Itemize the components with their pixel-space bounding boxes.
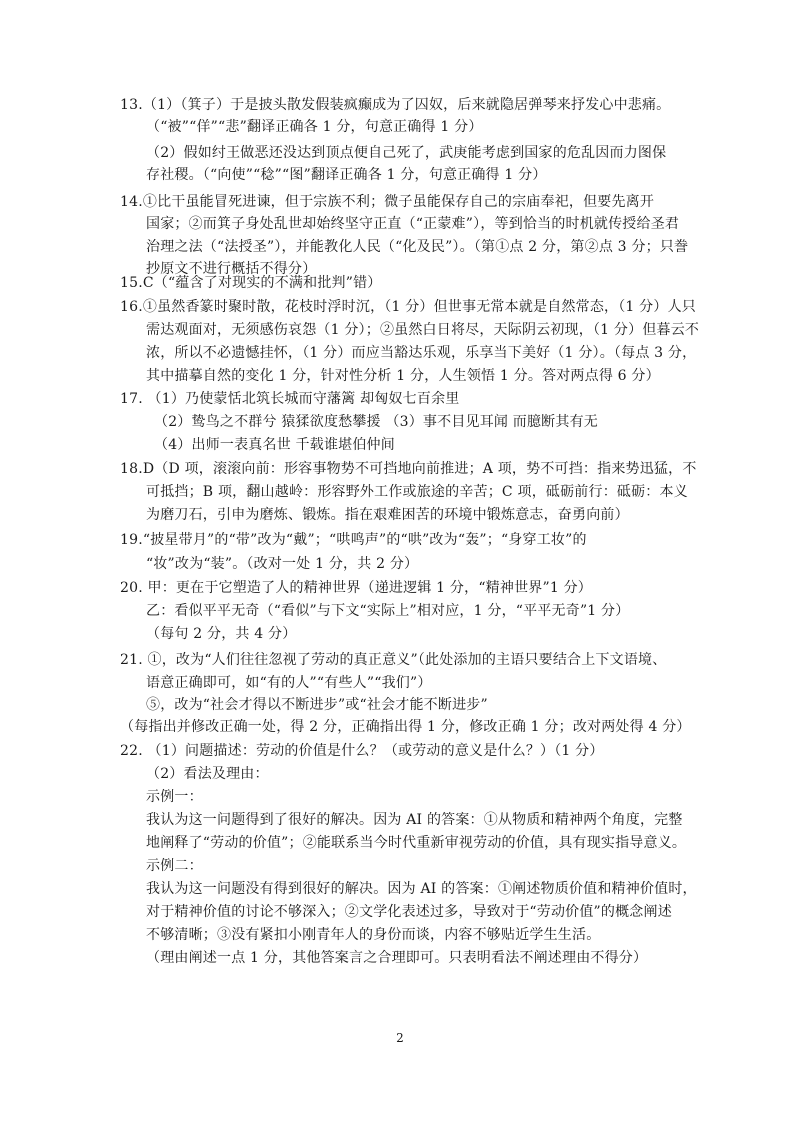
answer-17-line-2: （2）鸷鸟之不群兮 猿猱欲度愁攀援 （3）事不目见耳闻 而臆断其有无: [154, 414, 598, 430]
answer-16-line-3: 浓，所以不必遗憾挂怀，（1 分）而应当豁达乐观，乐享当下美好（1 分）。（每点 3 分，: [146, 345, 697, 361]
answer-14-line-2: 国家；②而箕子身处乱世却始终坚守正直（“正蒙难”），等到恰当的时机就传授给圣君: [146, 216, 680, 232]
answer-22-line-1: 22. （1）问题描述：劳动的价值是什么？（或劳动的意义是什么？）（1 分）: [120, 743, 604, 759]
answer-22-line-2: （2）看法及理由：: [146, 766, 269, 782]
answer-20-line-3: （每句 2 分，共 4 分）: [146, 626, 297, 642]
answer-21-line-1: 21. ①，改为“人们往往忽视了劳动的真正意义”（此处添加的主语只要结合上下文语境、: [120, 652, 667, 668]
answer-16-line-1: 16.①虽然香篆时聚时散，花枝时浮时沉，（1 分）但世事无常本就是自然常态，（1 分）人只: [120, 299, 696, 315]
answer-13-line-2: （“被”“佯”“悲”翻译正确各 1 分，句意正确得 1 分）: [146, 119, 483, 135]
answer-17-line-1: 17. （1）乃使蒙恬北筑长城而守藩篱 却匈奴七百余里: [120, 391, 460, 407]
answer-14-line-4: 抄原文不进行概括不得分）: [146, 261, 317, 277]
answer-22-line-8: 对于精神价值的讨论不够深入；②文学化表述过多，导致对于“劳动价值”的概念阐述: [146, 904, 672, 920]
answer-15-line-1: 15.C（“蕴含了对现实的不满和批判”错）: [120, 275, 382, 291]
answer-22-line-5: 地阐释了“劳动的价值”；②能联系当今时代重新审视劳动的价值，具有现实指导意义。: [146, 835, 687, 851]
answer-13-line-3: （2）假如纣王做恶还没达到顶点便自己死了，武庚能考虑到国家的危乱因而力图保: [146, 145, 667, 161]
answer-18-line-1: 18.D（D 项，滚滚向前：形容事物势不可挡地向前推进；A 项，势不可挡：指来势迅猛，不: [120, 461, 697, 477]
answer-20-line-2: 乙：看似平平无奇（“看似”与下文“实际上”相对应，1 分，“平平无奇”1 分）: [146, 603, 630, 619]
page-number: 2: [396, 1031, 404, 1045]
answer-22-line-4: 我认为这一问题得到了很好的解决。因为 AI 的答案：①从物质和精神两个角度，完整: [146, 812, 683, 828]
answer-17-line-3: （4）出师一表真名世 千载谁堪伯仲间: [154, 437, 395, 453]
answer-14-line-3: 治理之法（“法授圣”），并能教化人民（“化及民”）。（第①点 2 分，第②点 3 分；只誊: [146, 239, 689, 255]
answer-14-line-1: 14.①比干虽能冒死进谏，但于宗族不利；微子虽能保存自己的宗庙奉祀，但要先离开: [120, 194, 655, 210]
answer-13-line-1: 13.（1）（箕子）于是披头散发假装疯癫成为了囚奴，后来就隐居弹琴来抒发心中悲痛。: [120, 97, 671, 113]
answer-16-line-2: 需达观面对，无须感伤哀怨（1 分）；②虽然白日将尽，天际阴云初现，（1 分）但暮云不: [146, 322, 700, 338]
answer-16-line-4: 其中描摹自然的变化 1 分，针对性分析 1 分，人生领悟 1 分。答对两点得 6 分）: [146, 368, 660, 384]
answer-21-line-4: （每指出并修改正确一处，得 2 分，正确指出得 1 分，修改正确 1 分；改对两处得 4 分）: [120, 719, 691, 735]
answer-18-line-2: 可抵挡；B 项，翻山越岭：形容野外工作或旅途的辛苦；C 项，砥砺前行：砥砺：本义: [146, 484, 688, 500]
answer-22-line-7: 我认为这一问题没有得到很好的解决。因为 AI 的答案：①阐述物质价值和精神价值时，: [146, 881, 697, 897]
answer-18-line-3: 为磨刀石，引申为磨炼、锻炼。指在艰难困苦的环境中锻炼意志，奋勇向前）: [146, 507, 629, 523]
answer-21-line-3: ⑤，改为“社会才得以不断进步”或“社会才能不断进步”: [146, 697, 488, 713]
answer-20-line-1: 20. 甲：更在于它塑造了人的精神世界（递进逻辑 1 分，“精神世界”1 分）: [120, 580, 592, 596]
answer-21-line-2: 语意正确即可，如“有的人”“有些人”“我们”）: [146, 675, 432, 691]
answer-13-line-4: 存社稷。（“向使”“稔”“图”翻译正确各 1 分，句意正确得 1 分）: [146, 167, 547, 183]
answer-22-line-6: 示例二：: [146, 858, 203, 874]
answer-22-line-9: 不够清晰；③没有紧扣小刚青年人的身份而谈，内容不够贴近学生生活。: [146, 927, 601, 943]
answer-22-line-10: （理由阐述一点 1 分，其他答案言之合理即可。只表明看法不阐述理由不得分）: [146, 950, 648, 966]
answer-19-line-2: “妆”改为“装”。（改对一处 1 分，共 2 分）: [146, 556, 419, 572]
answer-19-line-1: 19.“披星带月”的“带”改为“戴”；“哄鸣声”的“哄”改为“轰”；“身穿工妆”的: [120, 532, 587, 548]
answer-22-line-3: 示例一：: [146, 789, 203, 805]
